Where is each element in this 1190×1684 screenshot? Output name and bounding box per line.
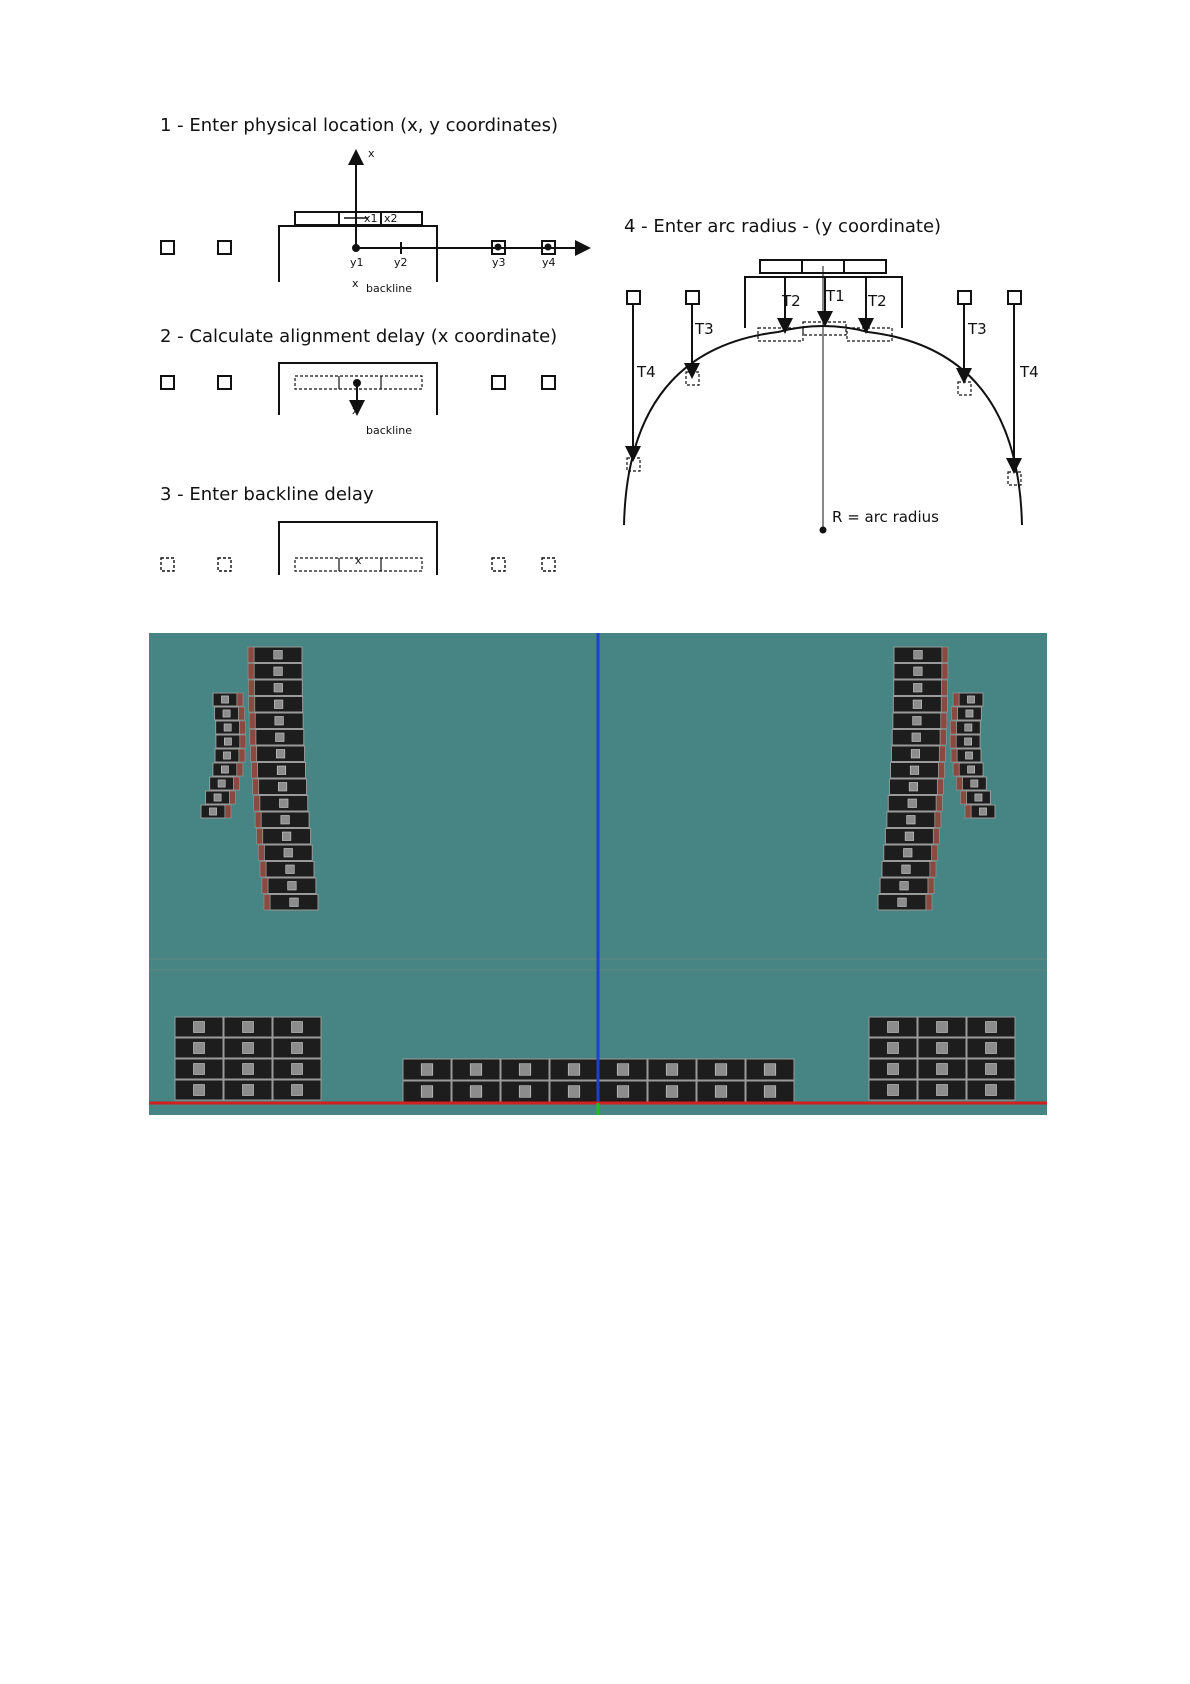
cabinet-logo xyxy=(276,733,285,742)
cabinet-logo xyxy=(277,766,286,775)
cabinet-logo xyxy=(888,1022,899,1033)
cabinet-logo xyxy=(968,766,975,773)
cabinet-logo xyxy=(986,1085,997,1096)
cabinet-logo xyxy=(214,794,221,801)
cabinet-logo xyxy=(937,1043,948,1054)
cabinet-logo xyxy=(898,898,907,907)
cabinet-logo xyxy=(910,766,919,775)
cabinet-logo xyxy=(902,865,911,874)
step3-diagram xyxy=(161,522,555,575)
cabinet-logo xyxy=(470,1064,482,1076)
cabinet-logo xyxy=(221,766,228,773)
cabinet-logo xyxy=(888,1064,899,1075)
step4-speaker-t3-left xyxy=(686,291,699,304)
cabinet-logo xyxy=(292,1064,303,1075)
cabinet-logo xyxy=(979,808,986,815)
cabinet-logo xyxy=(903,848,912,857)
cabinet-logo xyxy=(568,1064,580,1076)
t1-label: T1 xyxy=(826,287,845,305)
step1-backline-label: backline xyxy=(366,282,412,295)
cabinet-logo xyxy=(274,700,283,709)
cabinet-logo xyxy=(914,667,923,676)
cabinet-logo xyxy=(966,710,973,717)
step1-stage-outline xyxy=(279,226,437,282)
cabinet-logo xyxy=(279,799,288,808)
step1-title: 1 - Enter physical location (x, y coordinates) xyxy=(160,115,558,136)
cabinet-logo xyxy=(282,832,291,841)
cabinet-logo xyxy=(568,1086,580,1098)
cabinet-logo xyxy=(519,1064,531,1076)
cabinet-logo xyxy=(292,1043,303,1054)
cabinet-logo xyxy=(274,650,283,659)
cabinet-logo xyxy=(209,808,216,815)
cabinet-logo xyxy=(286,865,295,874)
cabinet-logo xyxy=(274,683,283,692)
cabinet-logo xyxy=(221,696,228,703)
cabinet-logo xyxy=(292,1022,303,1033)
cabinet-logo xyxy=(965,752,972,759)
cabinet-logo xyxy=(421,1086,433,1098)
cabinet-logo xyxy=(223,752,230,759)
cabinet-logo xyxy=(421,1064,433,1076)
step3-stage-outline xyxy=(279,522,437,575)
cabinet-logo xyxy=(937,1022,948,1033)
step4-title: 4 - Enter arc radius - (y coordinate) xyxy=(624,216,942,237)
cabinet-logo xyxy=(218,780,225,787)
step2-backline-marker: x xyxy=(352,404,359,417)
step1-speaker-left xyxy=(218,241,231,254)
step1-y1-label: y1 xyxy=(350,256,364,269)
cabinet-logo xyxy=(243,1085,254,1096)
cabinet-logo xyxy=(888,1043,899,1054)
step2-title: 2 - Calculate alignment delay (x coordinate) xyxy=(160,326,558,347)
cabinet-logo xyxy=(888,1085,899,1096)
cabinet-logo xyxy=(470,1086,482,1098)
t2-right-label: T2 xyxy=(868,292,887,310)
cabinet-logo xyxy=(617,1086,629,1098)
cabinet-logo xyxy=(913,700,922,709)
cabinet-logo xyxy=(519,1086,531,1098)
cabinet-logo xyxy=(905,832,914,841)
cabinet-logo xyxy=(986,1064,997,1075)
cabinet-logo xyxy=(290,898,299,907)
cabinet-logo xyxy=(715,1086,727,1098)
step1-axis-x-label: x xyxy=(368,147,375,160)
cabinet-logo xyxy=(288,881,297,890)
cabinet-logo xyxy=(912,733,921,742)
arc-radius-label: R = arc radius xyxy=(832,508,939,526)
step1-y4-label: y4 xyxy=(542,256,556,269)
cabinet-logo xyxy=(278,782,287,791)
cabinet-logo xyxy=(914,650,923,659)
t2-left-label: T2 xyxy=(782,292,801,310)
cabinet-logo xyxy=(913,716,922,725)
cabinet-logo xyxy=(975,794,982,801)
cabinet-logo xyxy=(900,881,909,890)
step1-y3-label: y3 xyxy=(492,256,506,269)
cabinet-logo xyxy=(666,1086,678,1098)
cabinet-logo xyxy=(764,1086,776,1098)
cabinet-logo xyxy=(909,782,918,791)
step2-speaker-far-right xyxy=(542,376,555,389)
step1-x1-label: x1 xyxy=(364,212,378,225)
alignment-diagrams xyxy=(0,0,1190,600)
cabinet-logo xyxy=(937,1085,948,1096)
cabinet-logo xyxy=(243,1022,254,1033)
cabinet-logo xyxy=(937,1064,948,1075)
cabinet-logo xyxy=(965,738,972,745)
cabinet-logo xyxy=(224,738,231,745)
cabinet-logo xyxy=(764,1064,776,1076)
step3-title: 3 - Enter backline delay xyxy=(160,484,374,505)
cabinet-logo xyxy=(194,1085,205,1096)
step1-diagram xyxy=(161,153,587,282)
step2-diagram xyxy=(161,363,555,415)
step4-speaker-t4-left xyxy=(627,291,640,304)
cabinet-logo xyxy=(275,716,284,725)
step1-y2-label: y2 xyxy=(394,256,408,269)
cabinet-logo xyxy=(908,799,917,808)
cabinet-logo xyxy=(292,1085,303,1096)
cabinet-logo xyxy=(967,696,974,703)
t4-left-label: T4 xyxy=(637,363,656,381)
cabinet-logo xyxy=(971,780,978,787)
cabinet-logo xyxy=(276,749,285,758)
cabinet-logo xyxy=(243,1043,254,1054)
cabinet-logo xyxy=(194,1022,205,1033)
step3-marker: x xyxy=(355,554,362,567)
step4-speaker-t3-right xyxy=(958,291,971,304)
cabinet-logo xyxy=(281,815,290,824)
t3-left-label: T3 xyxy=(695,320,714,338)
speaker-system-render xyxy=(149,633,1047,1115)
cabinet-logo xyxy=(911,749,920,758)
cabinet-logo xyxy=(617,1064,629,1076)
cabinet-logo xyxy=(194,1064,205,1075)
cabinet-logo xyxy=(284,848,293,857)
cabinet-logo xyxy=(715,1064,727,1076)
step2-speaker-right xyxy=(492,376,505,389)
step1-speaker-far-left xyxy=(161,241,174,254)
cabinet-logo xyxy=(986,1043,997,1054)
step1-x2-label: x2 xyxy=(384,212,398,225)
cabinet-logo xyxy=(907,815,916,824)
cabinet-logo xyxy=(986,1022,997,1033)
step4-speaker-t4-right xyxy=(1008,291,1021,304)
cabinet-logo xyxy=(666,1064,678,1076)
t3-right-label: T3 xyxy=(968,320,987,338)
cabinet-logo xyxy=(274,667,283,676)
cabinet-logo xyxy=(223,710,230,717)
cabinet-logo xyxy=(194,1043,205,1054)
step2-backline-label: backline xyxy=(366,424,412,437)
step1-backline-marker: x xyxy=(352,277,359,290)
step2-speaker-left xyxy=(218,376,231,389)
step4-diagram xyxy=(624,260,1022,533)
cabinet-logo xyxy=(913,683,922,692)
cabinet-logo xyxy=(965,724,972,731)
step2-speaker-far-left xyxy=(161,376,174,389)
cabinet-logo xyxy=(243,1064,254,1075)
t4-right-label: T4 xyxy=(1020,363,1039,381)
cabinet-logo xyxy=(224,724,231,731)
